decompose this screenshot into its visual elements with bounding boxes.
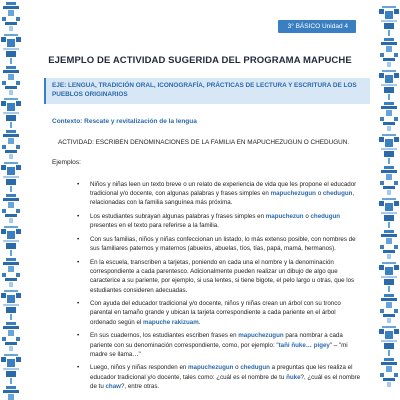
bullet: • <box>77 364 80 372</box>
context-heading: Contexto: Rescate y revitalización de la lengua <box>52 118 197 125</box>
eje-band <box>44 78 370 104</box>
list-item: • Con ayuda del educador tradicional y/o docente, niños y niñas crean un árbol con su tronco parental en tamaño grande y ubican la tarjeta correspondiente a cada pariente en el árbol ordenado según el mapuche rakizuam. <box>77 300 341 326</box>
list-item: • En la escuela, transcriben a tarjetas, poniendo en cada una el nombre y la denominación correspondiente a cada parentesco. Adicionalmente pueden realizar un dibujo de algo que caracterice a su pariente, por ejemplo, si usa lentes, si tiene bigote, el pelo largo u otras, que los estudiantes consideren adecuadas. <box>77 258 355 294</box>
list-item: • Con sus familias, niños y niñas confeccionan un listado, lo más extenso posible, con nombres de sus familiares paternos y maternos (abuelos, abuelas, tíos, tías, papá, mamá, hermanos). <box>77 236 356 253</box>
examples-list <box>77 180 361 396</box>
bullet: • <box>77 258 80 266</box>
examples-label: Ejemplos: <box>52 159 81 166</box>
bullet: • <box>77 236 80 244</box>
list-item: • En sus cuadernos, los estudiantes escriben frases en mapuchezugun para nombrar a cada pariente con su denominación correspondiente, como, por ejemplo: "tañi ñuke… pigey" – "mi madre se llama…" <box>77 332 348 358</box>
grade-unit-badge: 3° BÁSICO Unidad 4 <box>278 20 356 33</box>
list-item: • Niños y niñas leen un texto breve o un relato de experiencia de vida que les propone el educador tradicional y/o docente, con algunas palabras y frases simples en mapuchezugun o chedugun, relacionadas con la familia sanguínea más próxima. <box>77 181 357 207</box>
activity-heading: ACTIVIDAD: ESCRIBEN DENOMINACIONES DE LA FAMILIA EN MAPUCHEZUGUN O CHEDUGUN. <box>58 139 350 146</box>
bullet: • <box>77 300 80 308</box>
list-item: • Los estudiantes subrayan algunas palabras y frases simples en mapuchezun o chedugun presentes en el texto para referirse a la familia. <box>77 213 341 230</box>
eje-line-1: EJE: LENGUA, TRADICIÓN ORAL, ICONOGRAFÍA, PRÁCTICAS DE LECTURA Y ESCRITURA DE LOS <box>52 82 357 89</box>
list-item: • Luego, niños y niñas responden en mapuchezugun o chedugun a preguntas que les realiza el educador tradicional y/o docente, tales como: ¿cuál es el nombre de tu ñuke?, ¿cuál es el nombre de tu chaw?, entre otras. <box>77 364 361 390</box>
eje-line-2: PUEBLOS ORIGINARIOS <box>52 91 128 99</box>
bullet: • <box>77 213 80 221</box>
page-title: EJEMPLO DE ACTIVIDAD SUGERIDA DEL PROGRAMA MAPUCHE <box>48 55 352 66</box>
bullet: • <box>77 332 80 340</box>
bullet: • <box>77 181 80 188</box>
